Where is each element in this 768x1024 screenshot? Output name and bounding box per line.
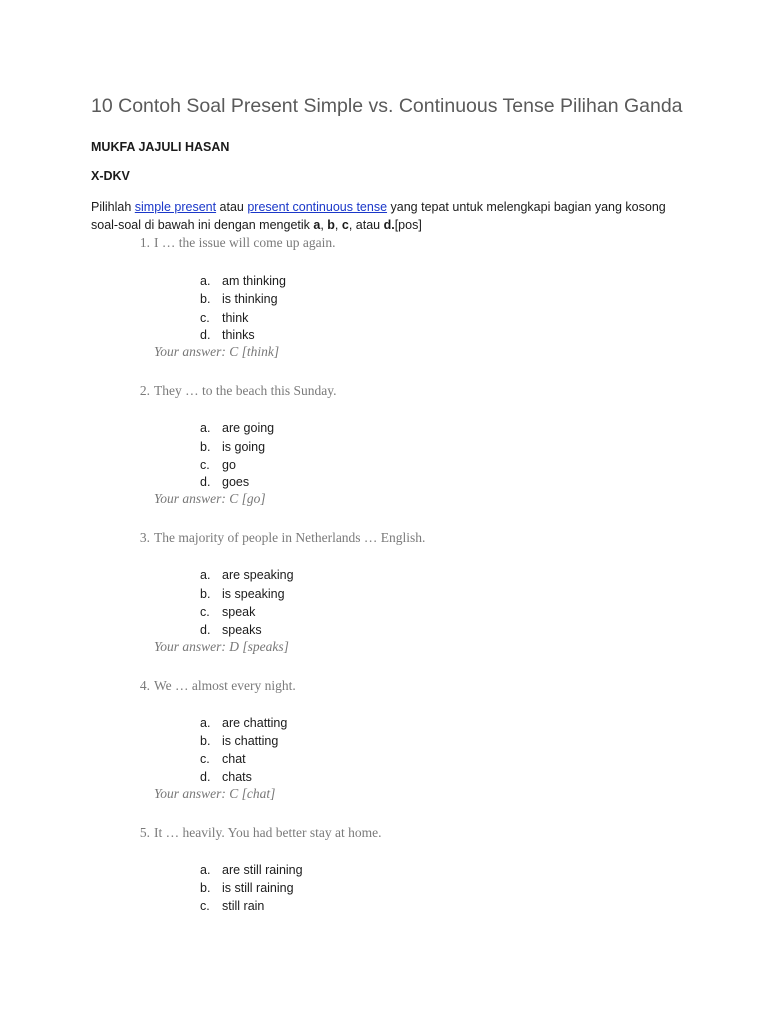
option-text: are still raining	[222, 863, 303, 877]
question-number: 1.	[139, 235, 150, 250]
option-letter: b.	[200, 881, 211, 895]
option-text: chat	[222, 752, 246, 766]
page-title: 10 Contoh Soal Present Simple vs. Continuous Tense Pilihan Ganda	[91, 95, 683, 117]
author-name: MUKFA JAJULI HASAN	[91, 140, 230, 154]
option-text: is speaking	[222, 587, 285, 601]
answer-text: Your answer: C [chat]	[154, 786, 276, 801]
option-c-marker: c	[341, 218, 349, 232]
simple-present-link[interactable]: simple present	[134, 200, 217, 214]
option-text: are chatting	[222, 716, 288, 730]
option-letter: d.	[200, 623, 211, 637]
option-text: are going	[222, 421, 275, 435]
option-text: goes	[222, 475, 250, 489]
option-a-marker: a	[313, 218, 321, 232]
class-label: X-DKV	[91, 169, 130, 183]
option-text: think	[222, 311, 249, 325]
question-number: 2.	[139, 383, 150, 398]
question-number: 3.	[139, 530, 150, 545]
option-text: is still raining	[222, 881, 294, 895]
option-text: is chatting	[222, 734, 279, 748]
intro-text: ,	[334, 218, 342, 232]
question-text: It … heavily. You had better stay at home.	[154, 825, 382, 840]
option-b-marker: b	[327, 218, 335, 232]
option-letter: c.	[200, 605, 210, 619]
option-letter: a.	[200, 863, 211, 877]
option-letter: b.	[200, 734, 211, 748]
pos-tag: [pos]	[394, 218, 422, 232]
intro-text: atau	[216, 200, 248, 214]
option-text: speaks	[222, 623, 262, 637]
question-text: We … almost every night.	[154, 678, 296, 693]
option-text: still rain	[222, 899, 265, 913]
intro-text: ,	[320, 218, 328, 232]
answer-text: Your answer: C [think]	[154, 344, 280, 359]
option-letter: a.	[200, 568, 211, 582]
question-number: 5.	[139, 825, 150, 840]
instructions-paragraph	[91, 198, 671, 234]
option-letter: d.	[200, 475, 211, 489]
intro-text: Pilihlah	[91, 200, 135, 214]
intro-text: yang tepat untuk melengkapi bagian yang kosong soal-soal di bawah ini dengan mengetik	[91, 200, 666, 232]
option-text: is going	[222, 440, 266, 454]
present-continuous-link[interactable]: present continuous tense	[247, 200, 388, 214]
option-letter: b.	[200, 587, 211, 601]
option-text: thinks	[222, 328, 255, 342]
option-text: speak	[222, 605, 256, 619]
answer-text: Your answer: D [speaks]	[154, 639, 289, 654]
option-letter: a.	[200, 421, 211, 435]
option-letter: c.	[200, 458, 210, 472]
option-letter: c.	[200, 899, 210, 913]
option-letter: a.	[200, 716, 211, 730]
option-letter: c.	[200, 311, 210, 325]
question-text: I … the issue will come up again.	[154, 235, 336, 250]
question-number: 4.	[139, 678, 150, 693]
option-letter: d.	[200, 770, 211, 784]
answer-text: Your answer: C [go]	[154, 491, 266, 506]
intro-text: , atau	[348, 218, 384, 232]
option-text: are speaking	[222, 568, 294, 582]
question-text: The majority of people in Netherlands … English.	[154, 530, 426, 545]
option-letter: d.	[200, 328, 211, 342]
option-letter: b.	[200, 292, 211, 306]
option-letter: c.	[200, 752, 210, 766]
option-text: is thinking	[222, 292, 278, 306]
option-letter: a.	[200, 274, 211, 288]
option-text: chats	[222, 770, 252, 784]
option-text: am thinking	[222, 274, 286, 288]
option-text: go	[222, 458, 236, 472]
option-letter: b.	[200, 440, 211, 454]
question-text: They … to the beach this Sunday.	[154, 383, 337, 398]
option-d-marker: d.	[383, 218, 395, 232]
